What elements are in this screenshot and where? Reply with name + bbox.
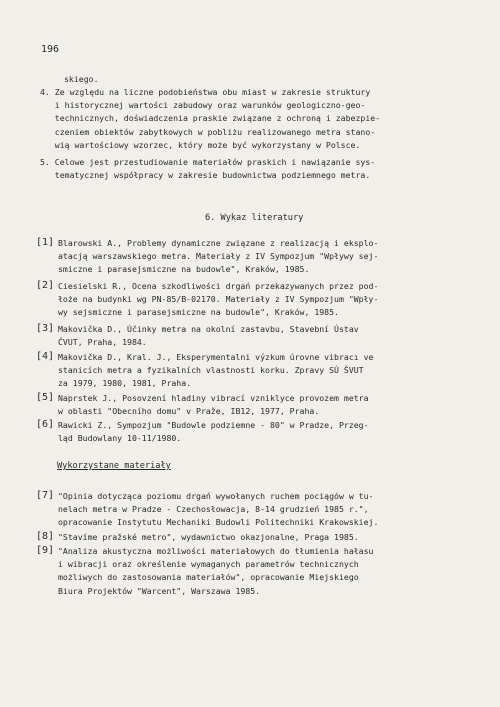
reference-text: Rawicki Z., Sympozjum "Budowle podziemne - 80" w Pradze, Przeg- ląd Budowlany 10-11/1980. [58, 420, 369, 444]
reference-number: [9] [36, 545, 55, 556]
reference-text: "Analiza akustyczna możliwości materiałowych do tłumienia hałasu i wibracji oraz określenie wymaganych parametrów technicznych możliwych do zastosowania materiałów", opracowanie Miejskiego Biura Projektów "Warcent", Warszawa 1985. [58, 546, 374, 596]
reference-number: [6] [36, 419, 55, 430]
reference-text: "Opinia dotycząca poziomu drgań wywołanych ruchem pociągów w tu- nelach metra w Pradze - Czechosłowacja, 8-14 grudzień 1985 r.", opracowanie Instytutu Mechaniki Budowli Politechniki Krakowskiej. [58, 491, 379, 528]
reference-number: [2] [36, 280, 55, 291]
reference-text: Blarowski A., Problemy dynamiczne związane z realizacją i eksplo- atacją warszawskiego metra. Materiały z IV Sympozjum "Wpływy sej- smiczne i parasejsmiczne na budowle", Kraków, 1985. [58, 238, 379, 275]
reference-text: Naprstek J., Posovzení hladiny vibrací vzniklyce provozem metra w oblasti "Obecního domu" v Praže, IB12, 1977, Praha. [58, 393, 369, 417]
conclusion-item-5: 5. Celowe jest przestudiowanie materiałów praskich i nawiązanie sys- tematycznej współpracy w zakresie budownictwa podziemnego metra. [40, 157, 376, 181]
reference-text: Makovička D., Účinky metra na okolní zastavbu, Stavební Ústav ČVUT, Praha, 1984. [58, 324, 359, 348]
reference-number: [3] [36, 323, 55, 334]
subsection-title: Wykorzystane materiały [57, 461, 171, 471]
reference-text: Makovička D., Kral. J., Eksperymentalni výzkum úrovne vibracı ve stanicích metra a fyzikalních vlastnosti korku. Zpravy SÚ ŠVUT za 1979, 1980, 1981, Praha. [58, 352, 374, 389]
continuation-text: skiego. [64, 74, 99, 84]
section-title: 6. Wykaz literatury [205, 213, 304, 223]
reference-number: [4] [36, 351, 55, 362]
reference-text: "Stavíme pražské metro", wydawnictwo okazjonalne, Praga 1985. [58, 532, 359, 542]
conclusion-item-4: 4. Ze względu na liczne podobieństwa obu miast w zakresie struktury i historycznej wartości zabudowy oraz warunków geologiczno-geo- technicznych, doświadczenia praskie związane z ochroną i zabezpie- czeniem obiektów zabytkowych w pobliżu realizowanego metra stano- wią wartościowy wzorzec, który może być wykorzystany w Polsce. [40, 87, 381, 150]
reference-number: [1] [36, 237, 55, 248]
reference-number: [8] [36, 531, 55, 542]
page-number: 196 [41, 44, 60, 55]
reference-number: [5] [36, 392, 55, 403]
reference-number: [7] [36, 490, 55, 501]
reference-text: Ciesielski R., Ocena szkodliwości drgań przekazywanych przez pod- łoże na budynki wg PN-85/B-02170. Materiały z IV Sympozjum "Wpły- wy sejsmiczne i parasejsmiczne na budowle", Kraków, 1985. [58, 281, 379, 318]
